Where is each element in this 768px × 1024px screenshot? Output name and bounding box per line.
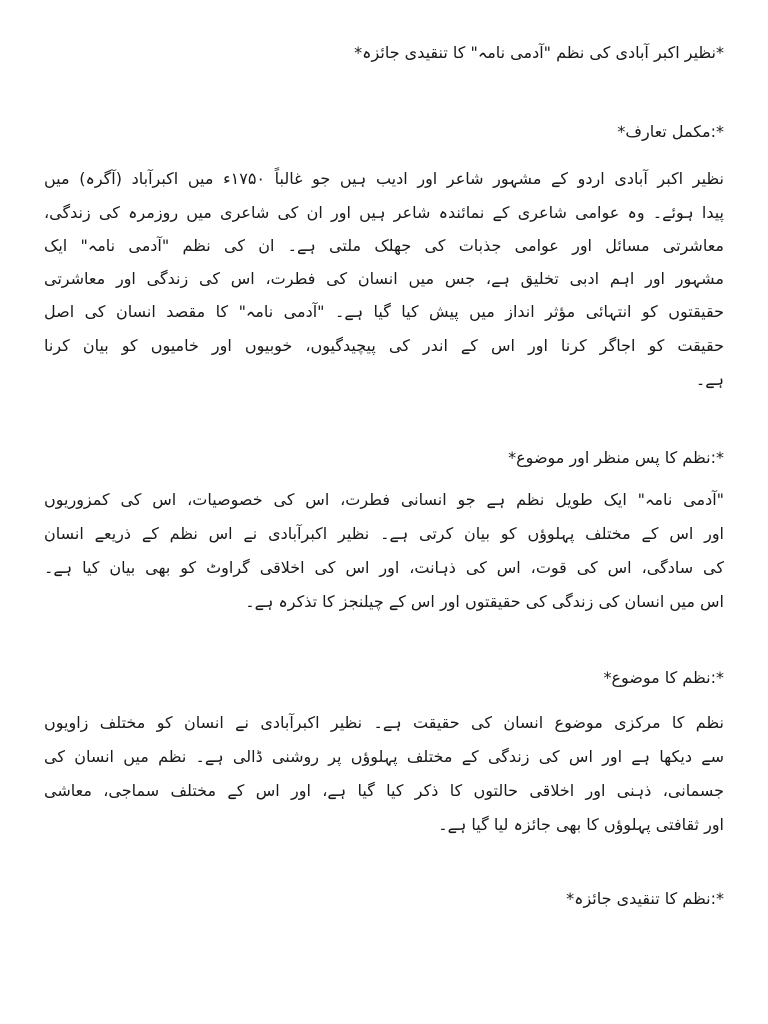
- paragraph-line: سے دیکھا ہے اور اس کی زندگی کے مختلف پہلوؤں پر روشنی ڈالی ہے۔ نظم میں انسان کی: [44, 747, 724, 766]
- paragraph-line: اور ثقافتی پہلوؤں کا بھی جائزہ لیا گیا ہے۔: [438, 815, 724, 834]
- paragraph-line: اور اس کے مختلف پہلوؤں کو بیان کرتی ہے۔ نظیر اکبرآبادی نے اس نظم کے ذریعے انسان: [44, 524, 724, 543]
- paragraph-line: معاشرتی مسائل اور عوامی جذبات کی جھلک ملتی ہے۔ ان کی نظم "آدمی نامہ" ایک: [44, 236, 724, 255]
- paragraph-line: مشہور اور اہم ادبی تخلیق ہے، جس میں انسان کی فطرت، اس کی زندگی اور معاشرتی: [44, 269, 724, 288]
- paragraph-line: جسمانی، ذہنی اور اخلاقی حالتوں کا ذکر کیا گیا ہے، اور اس کے مختلف سماجی، معاشی: [44, 781, 724, 800]
- paragraph-line: اس میں انسان کی زندگی کی حقیقتوں اور اس کے چیلنجز کا تذکرہ ہے۔: [245, 592, 724, 611]
- document-page: [44, 0, 724, 1024]
- section-heading-background: *:نظم کا پس منظر اور موضوع*: [508, 448, 724, 467]
- section-heading-introduction: *:مکمل تعارف*: [617, 122, 724, 141]
- paragraph-line: "آدمی نامہ" ایک طویل نظم ہے جو انسانی فطرت، اس کی خصوصیات، اس کی کمزوریوں: [44, 490, 724, 509]
- paragraph-line: ہے۔: [695, 370, 724, 389]
- paragraph-line: کی سادگی، اس کی قوت، اس کی ذہانت، اور اس کی اخلاقی گراوٹ کو بھی بیان کیا ہے۔: [44, 558, 724, 577]
- paragraph-line: نظیر اکبر آبادی اردو کے مشہور شاعر اور ادیب ہیں جو غالباً ۱۷۵۰ء میں اکبرآباد (آگرہ) میں: [44, 169, 725, 188]
- paragraph-line: حقیقتوں کو انتہائی مؤثر انداز میں پیش کیا گیا ہے۔ "آدمی نامہ" کا مقصد انسان کی اصل: [44, 302, 724, 321]
- paragraph-line: پیدا ہوئے۔ وہ عوامی شاعری کے نمائندہ شاعر ہیں اور ان کی شاعری میں روزمرہ کی زندگی،: [44, 203, 724, 222]
- section-heading-theme: *:نظم کا موضوع*: [603, 668, 724, 687]
- document-title: *نظیر اکبر آبادی کی نظم "آدمی نامہ" کا تنقیدی جائزہ*: [354, 43, 724, 62]
- paragraph-line: حقیقت کو اجاگر کرنا اور اس کے اندر کی پیچیدگیوں، خوبیوں اور خامیوں کو بیان کرنا: [44, 336, 724, 355]
- section-heading-critical-review: *:نظم کا تنقیدی جائزہ*: [566, 889, 724, 908]
- paragraph-line: نظم کا مرکزی موضوع انسان کی حقیقت ہے۔ نظیر اکبرآبادی نے انسان کو مختلف زاویوں: [44, 713, 724, 732]
